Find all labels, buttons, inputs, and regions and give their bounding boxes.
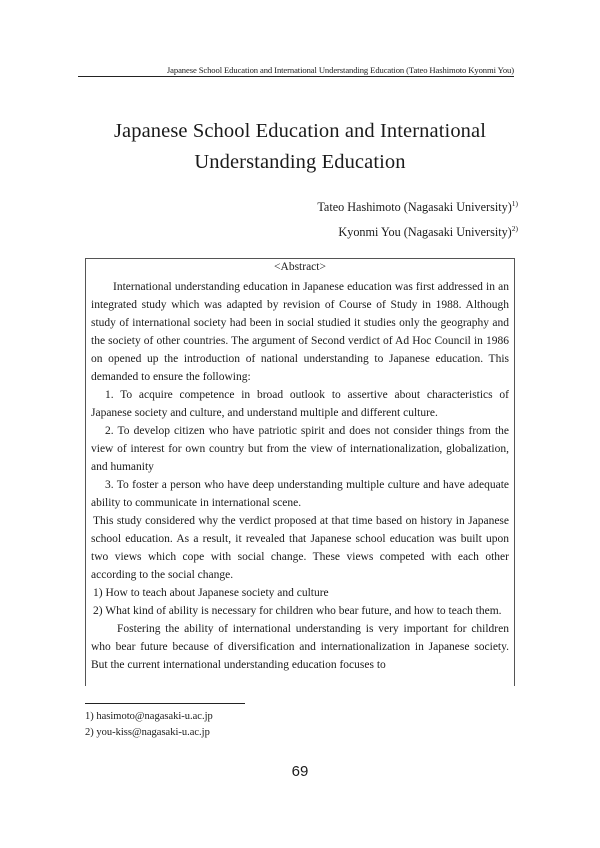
footnotes	[85, 709, 213, 741]
author-1-name: Tateo Hashimoto (Nagasaki University)	[317, 200, 512, 215]
abstract-view-2: 2) What kind of ability is necessary for children who bear future, and how to teach them.	[93, 605, 502, 617]
abstract-heading: <Abstract>	[274, 261, 326, 273]
author-2-footnote-mark: 2)	[511, 224, 518, 234]
abstract-body	[91, 278, 509, 674]
header-rule	[78, 76, 514, 77]
title-line-2: Understanding Education	[194, 151, 406, 173]
abstract-list-item-2: 2. To develop citizen who have patriotic spirit and does not consider things from the view of interest for own country but from the view of internationalization, globalization, and humanity	[91, 425, 509, 473]
abstract-list-item-1: 1. To acquire competence in broad outlook to assertive about characteristics of Japanese society and culture, and understand multiple and different culture.	[91, 389, 509, 419]
paper-title	[60, 116, 540, 178]
author-list	[317, 193, 518, 243]
running-title: Japanese School Education and International Understanding Education (Tateo Hashimoto Kyonmi You)	[163, 65, 514, 75]
abstract-paragraph-3: Fostering the ability of international understanding is very important for children who bear future because of diversification and internationalization in Japanese society. But the current international understanding education focuses to	[91, 623, 509, 671]
author-1	[317, 193, 518, 218]
abstract-paragraph-1: International understanding education in Japanese education was first addressed in an integrated study which was adapted by revision of Course of Study in 1988. Although study of international society had been in social studied it studies only the geography and the society of other countries. The argument of Second verdict of Ad Hoc Council in 1986 on opened up the introduction of national understanding to Japanese education. This demanded to ensure the following:	[91, 281, 509, 383]
page-number: 69	[291, 763, 309, 780]
running-header	[78, 66, 514, 78]
author-2	[317, 218, 518, 243]
abstract-view-1: 1) How to teach about Japanese society and culture	[93, 587, 329, 599]
title-line-1: Japanese School Education and International	[113, 120, 487, 142]
author-2-name: Kyonmi You (Nagasaki University)	[338, 225, 512, 240]
author-1-footnote-mark: 1)	[511, 199, 518, 208]
abstract-box	[85, 258, 515, 686]
footnote-rule	[85, 703, 245, 704]
footnote-2: 2) you-kiss@nagasaki-u.ac.jp	[85, 727, 210, 738]
footnote-1: 1) hasimoto@nagasaki-u.ac.jp	[85, 711, 213, 722]
abstract-paragraph-2: This study considered why the verdict proposed at that time based on history in Japanese school education. As a result, it revealed that Japanese school education was built upon two views which cope with social change. These views competed with each other according to the social change.	[91, 515, 509, 581]
abstract-list-item-3: 3. To foster a person who have deep understanding multiple culture and have adequate ability to communicate in international scene.	[91, 479, 509, 509]
